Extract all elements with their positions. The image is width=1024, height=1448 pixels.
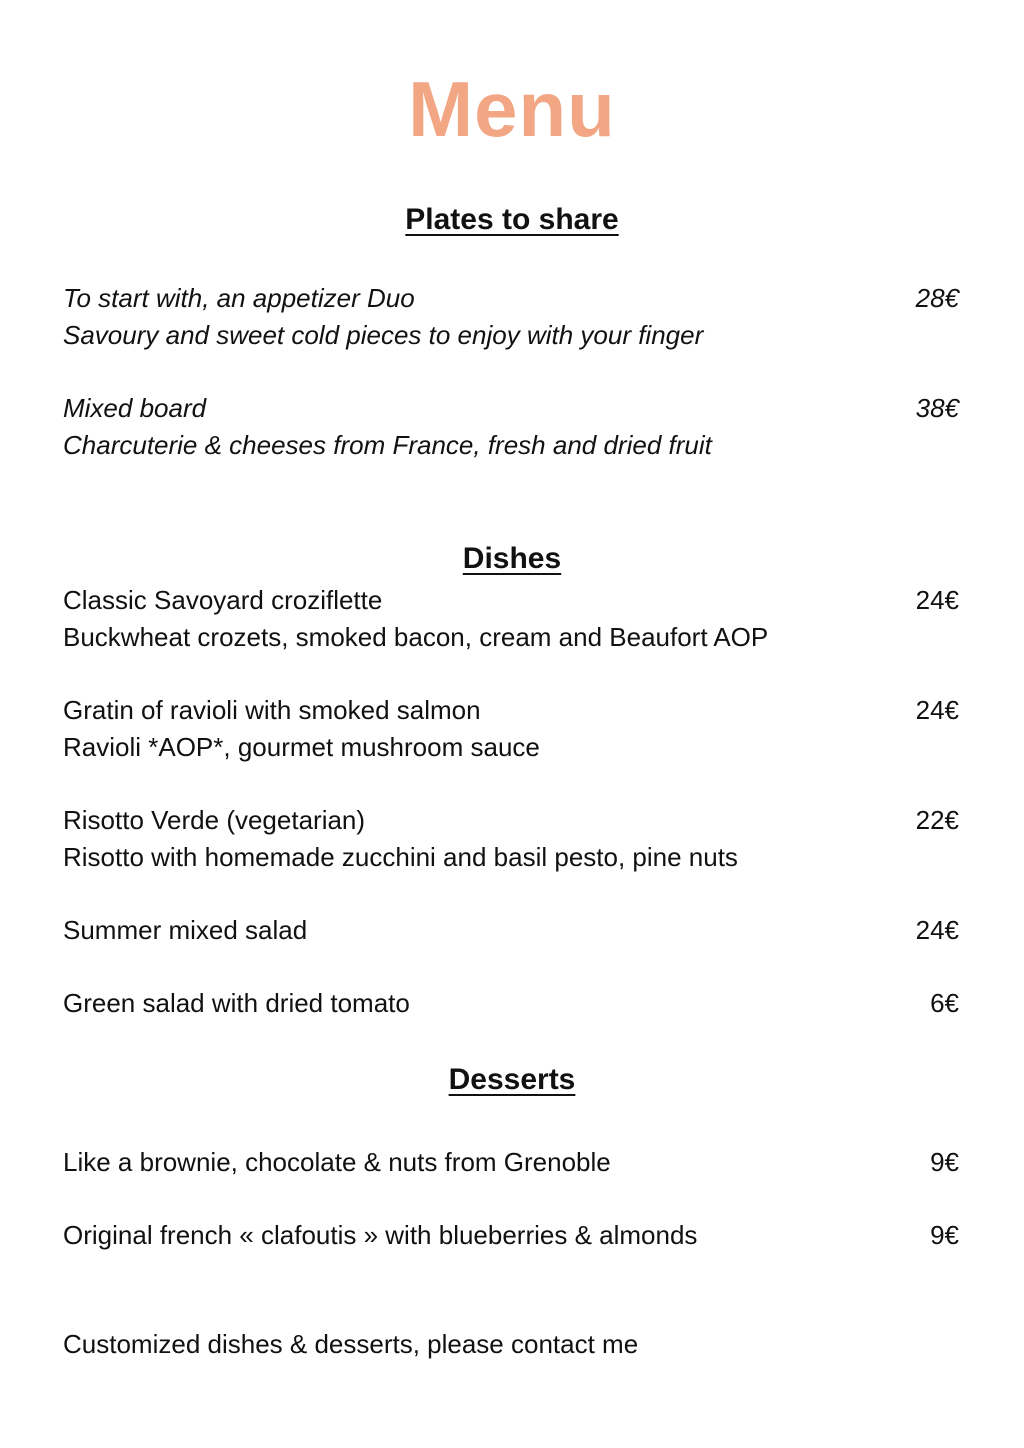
section-title-dishes: Dishes <box>462 542 562 575</box>
item-description-croziflette: Buckwheat crozets, smoked bacon, cream and Beaufort AOP <box>63 622 769 652</box>
item-name-brownie: Like a brownie, chocolate & nuts from Grenoble <box>63 1147 611 1177</box>
item-name-green-salad: Green salad with dried tomato <box>63 988 410 1018</box>
item-price-croziflette: 24€ <box>915 585 959 615</box>
item-price-appetizer-duo: 28€ <box>915 283 959 313</box>
item-price-risotto-verde: 22€ <box>915 805 959 835</box>
item-name-mixed-board: Mixed board <box>63 393 207 423</box>
item-price-green-salad: 6€ <box>930 988 959 1018</box>
item-name-clafoutis: Original french « clafoutis » with blueberries & almonds <box>63 1220 698 1250</box>
section-title-plates: Plates to share <box>405 203 619 236</box>
item-name-ravioli-gratin: Gratin of ravioli with smoked salmon <box>63 695 481 725</box>
item-name-croziflette: Classic Savoyard croziflette <box>63 585 383 615</box>
item-description-risotto-verde: Risotto with homemade zucchini and basil pesto, pine nuts <box>63 842 738 872</box>
section-title-desserts: Desserts <box>448 1063 576 1096</box>
item-name-summer-salad: Summer mixed salad <box>63 915 308 945</box>
footer-note: Customized dishes & desserts, please contact me <box>63 1329 639 1359</box>
item-price-summer-salad: 24€ <box>915 915 959 945</box>
item-description-appetizer-duo: Savoury and sweet cold pieces to enjoy with your finger <box>63 320 704 350</box>
item-name-appetizer-duo: To start with, an appetizer Duo <box>63 283 415 313</box>
item-description-mixed-board: Charcuterie & cheeses from France, fresh and dried fruit <box>63 430 712 460</box>
item-price-mixed-board: 38€ <box>915 393 959 423</box>
item-price-clafoutis: 9€ <box>930 1220 959 1250</box>
item-price-brownie: 9€ <box>930 1147 959 1177</box>
menu-title: Menu <box>408 65 616 153</box>
item-name-risotto-verde: Risotto Verde (vegetarian) <box>63 805 366 835</box>
item-price-ravioli-gratin: 24€ <box>915 695 959 725</box>
item-description-ravioli-gratin: Ravioli *AOP*, gourmet mushroom sauce <box>63 732 540 762</box>
